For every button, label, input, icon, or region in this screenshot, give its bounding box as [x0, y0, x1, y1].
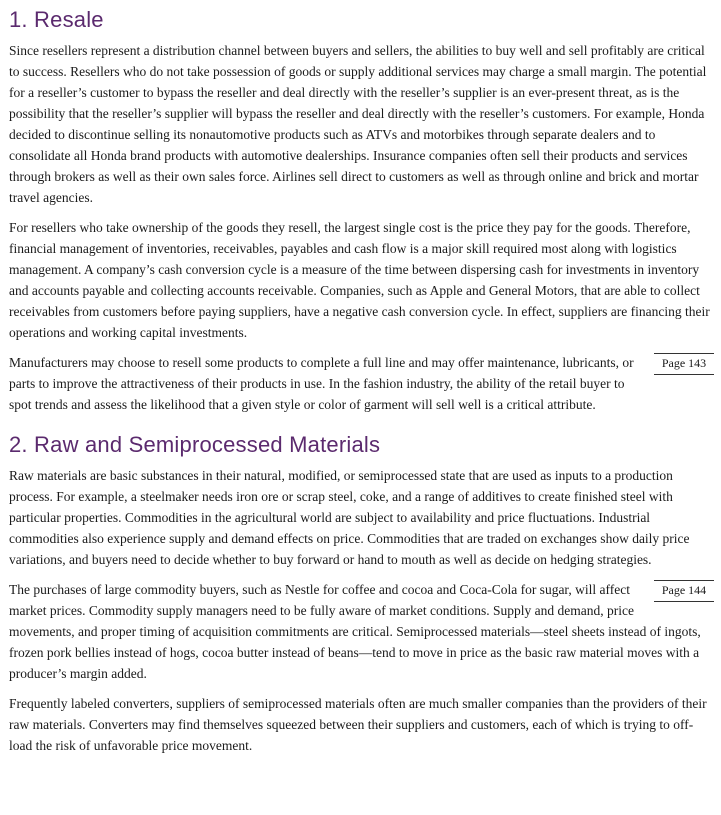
paragraph: For resellers who take ownership of the goods they resell, the largest single cost is the price they pay for the goods. Therefore, financial management of inventories, receivables, payables and cash flow is a major skill required most along with logistics management. A company’s cash conversion cycle is a measure of the time between dispersing cash for investments in inventory and accounts payable and collecting accounts receivable. Companies, such as Apple and General Motors, that are able to collect receivables from customers before paying suppliers, have a negative cash conversion cycle. In effect, suppliers are financing their operations and working capital investments. [9, 220, 710, 340]
paragraph: The purchases of large commodity buyers, such as Nestle for coffee and cocoa and Coca-Cola for sugar, will affect market prices. Commodity supply managers need to be fully aware of market conditions. Supply and demand, price movements, and proper timing of acquisition commitments are critical. Semiprocessed materials—steel sheets instead of ingots, frozen pork bellies instead of hogs, cocoa butter instead of beans—tend to move in price as the basic raw material moves with a producer’s margin added. [9, 582, 701, 681]
page-marker: Page 144 [654, 580, 714, 602]
page-marker: Page 143 [654, 353, 714, 375]
paragraph: Since resellers represent a distribution channel between buyers and sellers, the abilities to buy well and sell profitably are critical to success. Resellers who do not take possession of goods or supply additional services may charge a small margin. The potential for a reseller’s customer to bypass the reseller and deal directly with the reseller’s supplier is an ever-present threat, as is the possibility that the reseller’s supplier will bypass the reseller and deal directly with the reseller’s customers. For example, Honda decided to discontinue selling its nonautomotive products such as ATVs and motorbikes through separate dealers and to consolidate all Honda brand products with automotive dealerships. Insurance companies often sell their products and services through brokers as well as their own sales force. Airlines sell direct to customers as well as through online and brick and mortar travel agencies. [9, 43, 707, 205]
paragraph: Frequently labeled converters, suppliers of semiprocessed materials often are much smaller companies than the providers of their raw materials. Converters may find themselves squeezed between their suppliers and customers, each of which is trying to off-load the risk of unfavorable price movement. [9, 696, 707, 753]
section-heading-raw-materials: 2. Raw and Semiprocessed Materials [9, 432, 381, 457]
section-resale [9, 6, 714, 415]
section-heading-resale: 1. Resale [9, 7, 104, 32]
paragraph: Manufacturers may choose to resell some products to complete a full line and may offer maintenance, lubricants, or parts to improve the attractiveness of their products in use. In the fashion industry, the ability of the retail buyer to spot trends and assess the likelihood that a given style or color of garment will sell well is a critical attribute. [9, 355, 634, 412]
paragraph: Raw materials are basic substances in their natural, modified, or semiprocessed state that are used as inputs to a production process. For example, a steelmaker needs iron ore or scrap steel, coke, and a range of additives to create finished steel with particular properties. Commodities in the agricultural world are subject to availability and price fluctuations. Industrial commodities also experience supply and demand effects on price. Commodities that are traded on exchanges show daily price variations, and buyers need to decide whether to buy forward or hand to mouth as well as decide on hedging strategies. [9, 468, 690, 567]
section-raw-materials [9, 431, 714, 756]
